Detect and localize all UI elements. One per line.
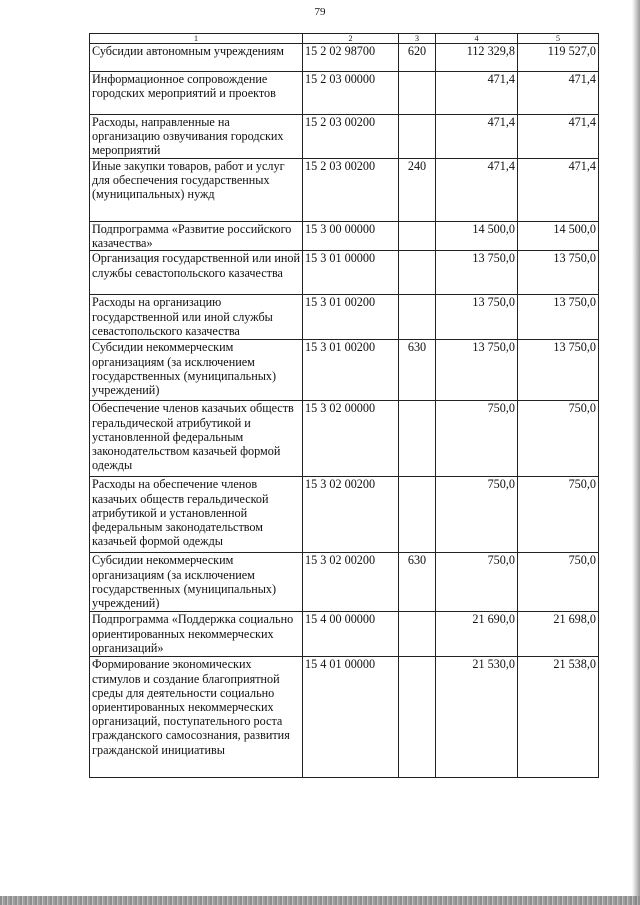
table-row: [90, 115, 599, 159]
row-code: 15 3 01 00200: [303, 340, 399, 401]
row-value-2: 750,0: [518, 401, 599, 477]
column-header: 2: [303, 34, 399, 44]
row-value-2: 14 500,0: [518, 222, 599, 251]
table-row: [90, 553, 599, 612]
row-expense-type: [399, 251, 436, 295]
row-value-1: 13 750,0: [436, 295, 518, 340]
row-expense-type: [399, 115, 436, 159]
table-row: [90, 222, 599, 251]
row-value-1: 750,0: [436, 553, 518, 612]
row-code: 15 3 01 00200: [303, 295, 399, 340]
row-expense-type: [399, 477, 436, 553]
row-name: Иные закупки товаров, работ и услуг для обеспечения государственных (муниципальных) нужд: [90, 159, 303, 222]
row-expense-type: [399, 657, 436, 778]
row-expense-type: 630: [399, 340, 436, 401]
row-expense-type: 620: [399, 44, 436, 72]
row-name: Расходы на обеспечение членов казачьих обществ геральдической атрибутикой и установленной федеральным законодательством казачьей формой одежды: [90, 477, 303, 553]
table-row: [90, 477, 599, 553]
row-value-2: 13 750,0: [518, 340, 599, 401]
row-value-2: 21 698,0: [518, 612, 599, 657]
row-name: Подпрограмма «Развитие российского казачества»: [90, 222, 303, 251]
table-row: [90, 295, 599, 340]
row-value-1: 13 750,0: [436, 251, 518, 295]
row-name: Формирование экономических стимулов и создание благоприятной среды для деятельности социально ориентированных некоммерческих организаций, поступательного роста гражданского самосознания, развития гражданской инициативы: [90, 657, 303, 778]
table-row: [90, 251, 599, 295]
row-code: 15 3 00 00000: [303, 222, 399, 251]
row-value-1: 750,0: [436, 401, 518, 477]
row-name: Информационное сопровождение городских мероприятий и проектов: [90, 72, 303, 115]
table-body: [90, 44, 599, 778]
column-header: 1: [90, 34, 303, 44]
row-code: 15 3 01 00000: [303, 251, 399, 295]
row-code: 15 4 00 00000: [303, 612, 399, 657]
row-value-1: 21 530,0: [436, 657, 518, 778]
row-code: 15 2 03 00000: [303, 72, 399, 115]
row-value-2: 471,4: [518, 159, 599, 222]
row-value-2: 21 538,0: [518, 657, 599, 778]
row-expense-type: 630: [399, 553, 436, 612]
table-row: [90, 159, 599, 222]
row-value-1: 471,4: [436, 159, 518, 222]
table-row: [90, 612, 599, 657]
row-name: Подпрограмма «Поддержка социально ориентированных некоммерческих организаций»: [90, 612, 303, 657]
row-value-2: 13 750,0: [518, 251, 599, 295]
row-code: 15 3 02 00200: [303, 553, 399, 612]
row-value-2: 750,0: [518, 553, 599, 612]
row-name: Субсидии автономным учреждениям: [90, 44, 303, 72]
row-code: 15 3 02 00000: [303, 401, 399, 477]
row-expense-type: 240: [399, 159, 436, 222]
row-value-1: 13 750,0: [436, 340, 518, 401]
column-header: 5: [518, 34, 599, 44]
row-value-1: 21 690,0: [436, 612, 518, 657]
scan-bottom-edge: [0, 896, 640, 905]
row-expense-type: [399, 72, 436, 115]
row-name: Организация государственной или иной службы севастопольского казачества: [90, 251, 303, 295]
column-header: 3: [399, 34, 436, 44]
row-code: 15 2 02 98700: [303, 44, 399, 72]
row-name: Субсидии некоммерческим организациям (за исключением государственных (муниципальных) учреждений): [90, 340, 303, 401]
row-value-2: 13 750,0: [518, 295, 599, 340]
row-code: 15 4 01 00000: [303, 657, 399, 778]
row-code: 15 3 02 00200: [303, 477, 399, 553]
row-value-1: 112 329,8: [436, 44, 518, 72]
table-row: [90, 401, 599, 477]
row-name: Расходы, направленные на организацию озвучивания городских мероприятий: [90, 115, 303, 159]
row-expense-type: [399, 222, 436, 251]
budget-table: [89, 33, 599, 778]
row-expense-type: [399, 295, 436, 340]
row-expense-type: [399, 401, 436, 477]
table-row: [90, 340, 599, 401]
row-value-1: 14 500,0: [436, 222, 518, 251]
row-value-1: 471,4: [436, 115, 518, 159]
row-name: Субсидии некоммерческим организациям (за исключением государственных (муниципальных) учреждений): [90, 553, 303, 612]
page-number: 79: [314, 6, 326, 18]
row-value-1: 471,4: [436, 72, 518, 115]
row-code: 15 2 03 00200: [303, 159, 399, 222]
row-name: Обеспечение членов казачьих обществ геральдической атрибутикой и установленной федеральным законодательством казачьей формой одежды: [90, 401, 303, 477]
row-value-2: 750,0: [518, 477, 599, 553]
table-row: [90, 72, 599, 115]
table-row: [90, 657, 599, 778]
row-value-2: 471,4: [518, 72, 599, 115]
row-code: 15 2 03 00200: [303, 115, 399, 159]
row-expense-type: [399, 612, 436, 657]
table-header-row: [90, 34, 599, 44]
row-name: Расходы на организацию государственной или иной службы севастопольского казачества: [90, 295, 303, 340]
column-header: 4: [436, 34, 518, 44]
row-value-1: 750,0: [436, 477, 518, 553]
table-row: [90, 44, 599, 72]
row-value-2: 119 527,0: [518, 44, 599, 72]
scan-edge: [632, 0, 640, 905]
row-value-2: 471,4: [518, 115, 599, 159]
